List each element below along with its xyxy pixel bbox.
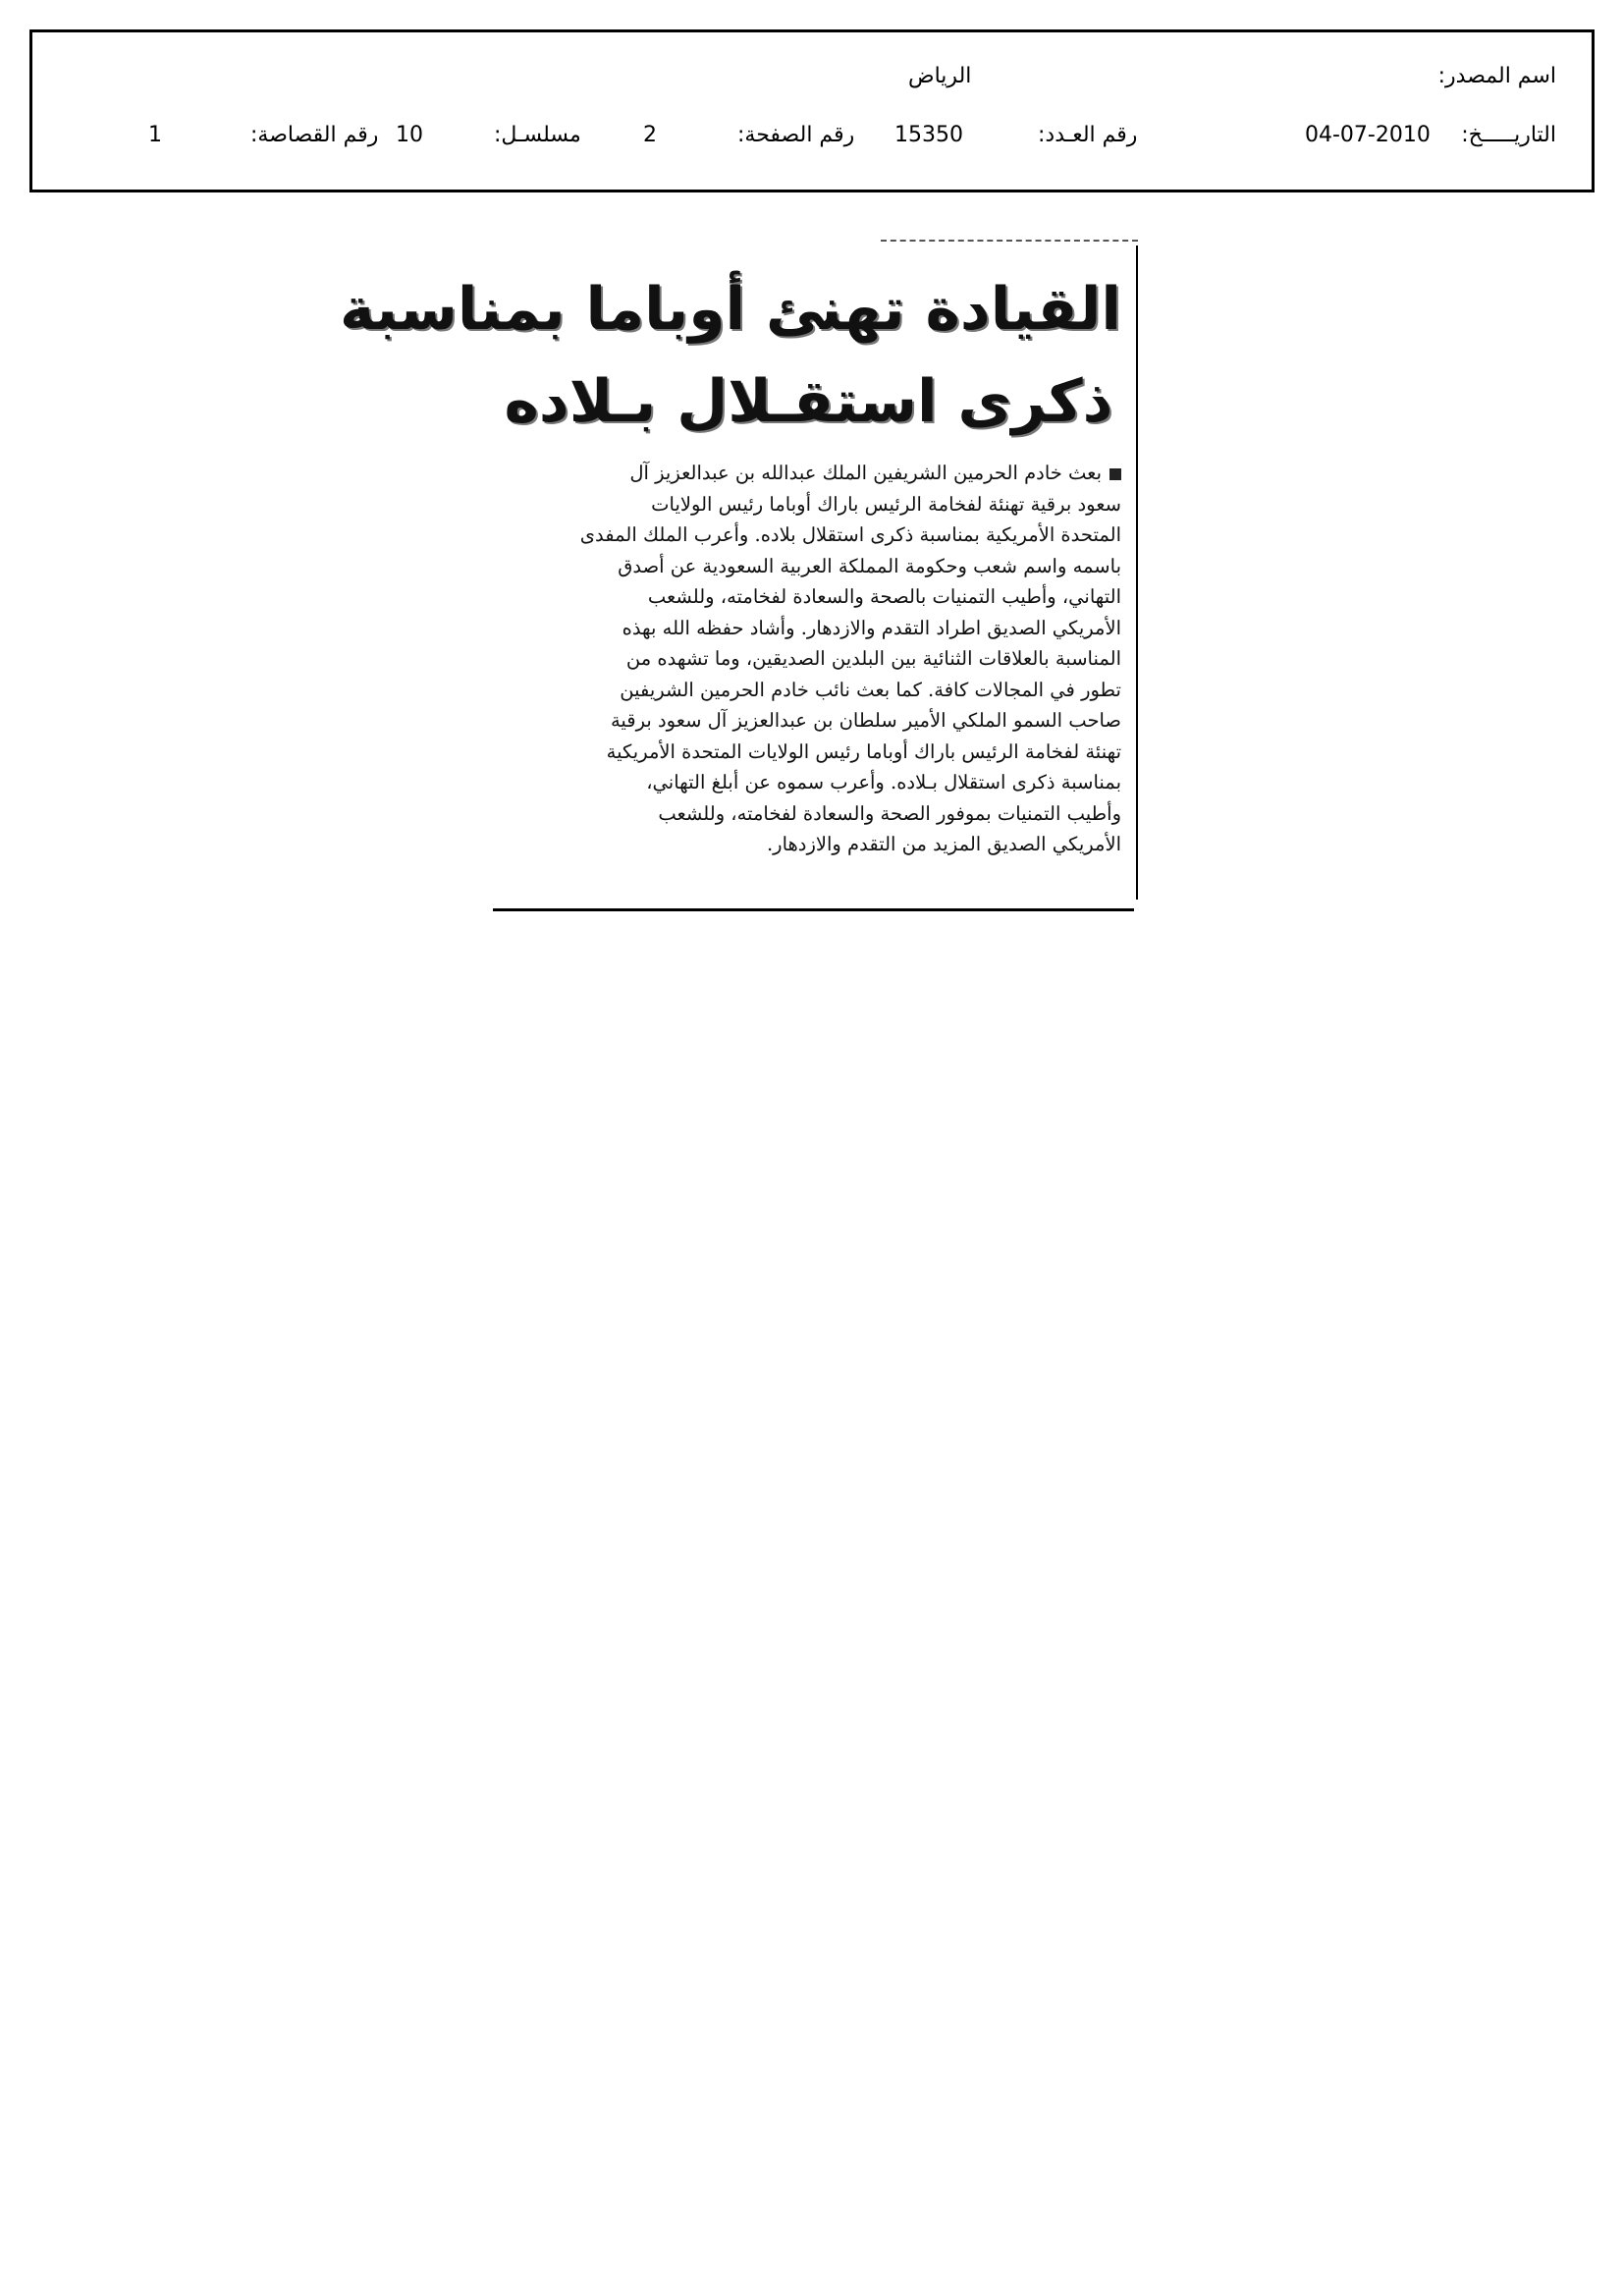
serial-value: 10 [396, 123, 423, 147]
article-line: التهاني، وأطيب التمنيات بالصحة والسعادة لفخامته، وللشعب [647, 585, 1121, 608]
page-label: رقم الصفحة: [737, 123, 855, 147]
article-line: المناسبة بالعلاقات الثنائية بين البلدين الصديقين، وما تشهده من [625, 647, 1121, 670]
clipping-bottom-border [493, 908, 1134, 911]
clipping-top-border [881, 240, 1138, 242]
date-value: 04-07-2010 [1305, 123, 1431, 147]
source-value: الرياض [908, 64, 972, 88]
issue-label: رقم العـدد: [1038, 123, 1138, 147]
clip-number-value: 1 [148, 123, 162, 147]
article-line: تهنئة لفخامة الرئيس باراك أوباما رئيس الولايات المتحدة الأمريكية [606, 739, 1121, 763]
article-line: المتحدة الأمريكية بمناسبة ذكرى استقلال بلاده. وأعرب الملك المفدى [579, 523, 1121, 546]
headline-line: ذكرى استقـلال بـلاده [504, 367, 1113, 436]
column-rule [1136, 246, 1138, 900]
article-line [511, 458, 1121, 489]
square-bullet-icon [1109, 468, 1121, 480]
article-line: وأطيب التمنيات بموفور الصحة والسعادة لفخامته، وللشعب [658, 801, 1121, 825]
article-headline [339, 263, 1121, 448]
issue-value: 15350 [894, 123, 963, 147]
headline-line: القيادة تهنئ أوباما بمناسبة [339, 275, 1121, 344]
serial-label: مسلسـل: [494, 123, 581, 147]
article-body [511, 458, 1121, 860]
article-line: صاحب السمو الملكي الأمير سلطان بن عبدالعزيز آل سعود برقية [610, 709, 1121, 732]
date-label: التاريـــــخ: [1461, 123, 1556, 147]
article-line: بمناسبة ذكرى استقلال بـلاده. وأعرب سموه عن أبلغ التهاني، [646, 771, 1121, 793]
article-line-text: بعث خادم الحرمين الشريفين الملك عبدالله بن عبدالعزيز آل [629, 462, 1102, 484]
clip-number-label: رقم القصاصة: [250, 123, 379, 147]
source-label: اسم المصدر: [1437, 64, 1556, 88]
article-line: الأمريكي الصديق اطراد التقدم والازدهار. وأشاد حفظه الله بهذه [622, 616, 1121, 639]
article-line: الأمريكي الصديق المزيد من التقدم والازدهار. [766, 833, 1121, 855]
page-value: 2 [643, 123, 657, 147]
article-line: تطور في المجالات كافة. كما بعث نائب خادم الحرمين الشريفين [620, 678, 1121, 701]
article-line: باسمه واسم شعب وحكومة المملكة العربية السعودية عن أصدق [618, 554, 1121, 577]
clipping-metadata-box [29, 29, 1595, 192]
article-line: سعود برقية تهنئة لفخامة الرئيس باراك أوباما رئيس الولايات [651, 492, 1121, 516]
